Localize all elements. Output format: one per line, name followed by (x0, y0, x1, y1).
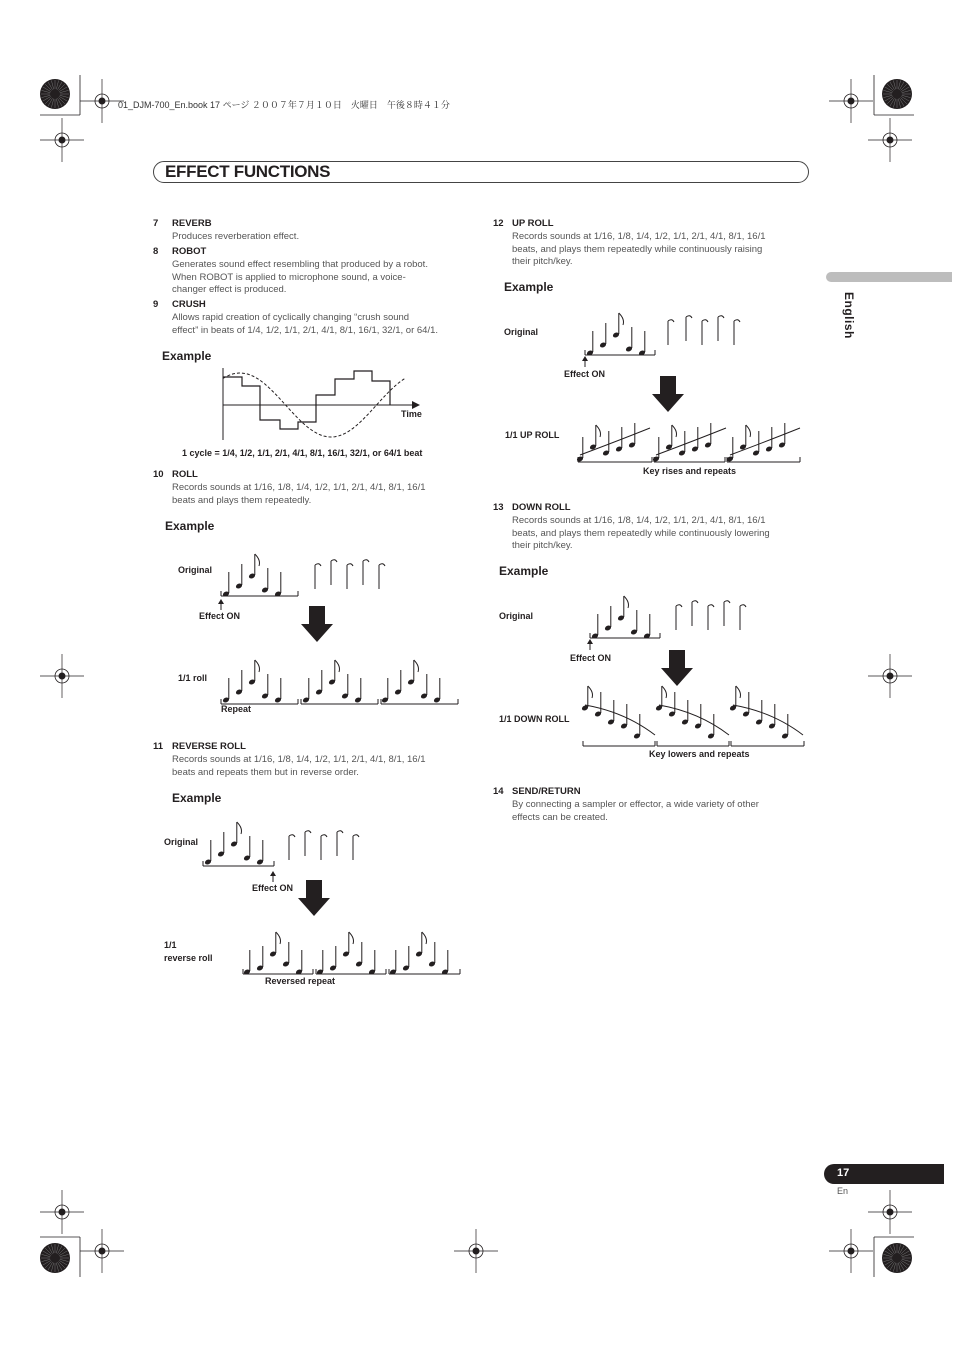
registration-mark (473, 1248, 480, 1255)
item-number: 14 (493, 786, 504, 797)
note-flag (596, 425, 601, 437)
key-rises-label: Key rises and repeats (643, 466, 737, 476)
pitch-curve-up (730, 428, 800, 455)
down-original-label: Original (499, 611, 534, 621)
note-flag (337, 831, 343, 833)
note-flag (255, 554, 260, 566)
note-flag (237, 822, 242, 834)
item-title-send-return: SEND/RETURN (512, 786, 581, 797)
note-flag (662, 686, 667, 698)
pitch-curve-down (585, 705, 655, 735)
item-desc-up-roll: Records sounds at 1/16, 1/8, 1/4, 1/2, 1/1, 2/1, 4/1, 8/1, 16/1 beats, and plays them repeatedly while continuously raising their pitch/key. (512, 231, 766, 268)
note-flag (353, 835, 359, 837)
note-flag (619, 313, 624, 325)
item-number: 9 (153, 299, 159, 310)
note-flag (672, 425, 677, 437)
note-flag (686, 316, 692, 318)
effect-on-arrow (587, 639, 593, 644)
registration-rosette (892, 1253, 902, 1263)
item-desc-robot: Generates sound effect resembling that produced by a robot. When ROBOT is applied to microphone sound, a voice- changer effect is produced. (172, 259, 428, 296)
note-flag (734, 320, 740, 322)
page-number: 17 (837, 1167, 850, 1179)
registration-rosette (50, 1253, 60, 1263)
roll-result-label: 1/1 roll (178, 673, 208, 683)
item-title-robot: ROBOT (172, 246, 207, 257)
note-flag (276, 932, 281, 944)
note-flag (255, 660, 260, 672)
down-arrow (298, 880, 330, 916)
item-title-crush: CRUSH (172, 299, 206, 310)
effect-on-arrow (582, 356, 588, 361)
section-title: EFFECT FUNCTIONS (165, 162, 331, 181)
note-flag (363, 560, 369, 562)
item-number: 13 (493, 502, 504, 513)
note-flag (588, 686, 593, 698)
registration-mark (848, 1248, 855, 1255)
registration-rosette (892, 89, 902, 99)
item-title-down-roll: DOWN ROLL (512, 502, 571, 513)
crush-cycle-caption: 1 cycle = 1/4, 1/2, 1/1, 2/1, 4/1, 8/1, 16/1, 32/1, or 64/1 beat (182, 448, 423, 458)
note-flag (321, 835, 327, 837)
item-number: 7 (153, 218, 159, 229)
note-flag (347, 564, 353, 566)
print-file-info: 01_DJM-700_En.book 17 ページ ２００７年７月１０日 火曜日 午後８時４１分 (118, 100, 450, 110)
up-effect-on-label: Effect ON (564, 369, 606, 379)
down-effect-on-label: Effect ON (570, 653, 612, 663)
time-axis-label: Time (401, 409, 422, 419)
note-flag (349, 932, 354, 944)
page-language: En (837, 1186, 849, 1196)
registration-mark (59, 673, 66, 680)
registration-mark (59, 137, 66, 144)
roll-original-label: Original (178, 565, 213, 575)
up-result-label: 1/1 UP ROLL (505, 430, 560, 440)
effect-on-arrow (270, 871, 276, 876)
note-flag (724, 601, 730, 603)
down-result-label: 1/1 DOWN ROLL (499, 714, 570, 724)
down-arrow (661, 650, 693, 686)
note-flag (305, 831, 311, 833)
item-title-reverb: REVERB (172, 218, 212, 229)
note-flag (668, 320, 674, 322)
note-flag (422, 932, 427, 944)
up-original-label: Original (504, 327, 539, 337)
item-desc-reverb: Produces reverberation effect. (172, 231, 300, 242)
note-flag (746, 425, 751, 437)
up-example-label: Example (504, 280, 554, 294)
note-flag (289, 835, 295, 837)
registration-mark (848, 98, 855, 105)
language-tab-label: English (842, 292, 856, 339)
item-title-reverse-roll: REVERSE ROLL (172, 741, 246, 752)
note-flag (379, 564, 385, 566)
registration-mark (99, 1248, 106, 1255)
item-desc-roll: Records sounds at 1/16, 1/8, 1/4, 1/2, 1/1, 2/1, 4/1, 8/1, 16/1 beats and plays them repeatedly. (172, 482, 426, 506)
note-flag (335, 660, 340, 672)
crush-example-label: Example (162, 349, 212, 363)
key-lowers-label: Key lowers and repeats (649, 749, 750, 759)
item-number: 8 (153, 246, 159, 257)
reverse-result-label-1: 1/1 (164, 940, 177, 950)
registration-mark (887, 1209, 894, 1216)
reverse-effect-on-label: Effect ON (252, 883, 294, 893)
roll-example-label: Example (165, 519, 215, 533)
item-title-roll: ROLL (172, 469, 198, 480)
note-flag (702, 320, 708, 322)
reverse-original-label: Original (164, 837, 199, 847)
note-flag (740, 605, 746, 607)
item-desc-down-roll: Records sounds at 1/16, 1/8, 1/4, 1/2, 1/1, 2/1, 4/1, 8/1, 16/1 beats, and plays them repeatedly while continuously lowering their pitch/key. (512, 515, 770, 552)
down-arrow (301, 606, 333, 642)
crush-step-wave (223, 371, 390, 429)
crush-axis-arrow (412, 401, 420, 409)
pitch-curve-down (733, 705, 803, 735)
roll-effect-on-label: Effect ON (199, 611, 241, 621)
note-flag (315, 564, 321, 566)
item-number: 10 (153, 469, 164, 480)
language-tab-bar (826, 272, 952, 282)
reverse-result-label-2: reverse roll (164, 953, 213, 963)
item-desc-reverse-roll: Records sounds at 1/16, 1/8, 1/4, 1/2, 1/1, 2/1, 4/1, 8/1, 16/1 beats and repeats them but in reverse order. (172, 754, 426, 778)
item-title-up-roll: UP ROLL (512, 218, 554, 229)
registration-mark (887, 673, 894, 680)
note-flag (736, 686, 741, 698)
note-flag (676, 605, 682, 607)
item-desc-send-return: By connecting a sampler or effector, a wide variety of other effects can be created. (512, 799, 759, 823)
item-number: 12 (493, 218, 504, 229)
item-desc-crush: Allows rapid creation of cyclically changing “crush sound effect” in beats of 1/4, 1/2, 1/1, 2/1, 4/1, 8/1, 16/1, 32/1, or 64/1. (172, 312, 439, 336)
effect-on-arrow (218, 599, 224, 604)
registration-mark (99, 98, 106, 105)
down-arrow (652, 376, 684, 412)
note-flag (624, 596, 629, 608)
note-flag (718, 316, 724, 318)
registration-mark (887, 137, 894, 144)
down-example-label: Example (499, 564, 549, 578)
note-flag (708, 605, 714, 607)
pitch-curve-up (580, 428, 650, 455)
note-flag (692, 601, 698, 603)
note-flag (331, 560, 337, 562)
pitch-curve-up (656, 428, 726, 455)
roll-repeat-label: Repeat (221, 704, 252, 714)
item-number: 11 (153, 741, 164, 752)
reverse-example-label: Example (172, 791, 222, 805)
pitch-curve-down (659, 705, 729, 735)
reversed-repeat-label: Reversed repeat (265, 976, 336, 986)
note-flag (414, 660, 419, 672)
registration-rosette (50, 89, 60, 99)
registration-mark (59, 1209, 66, 1216)
